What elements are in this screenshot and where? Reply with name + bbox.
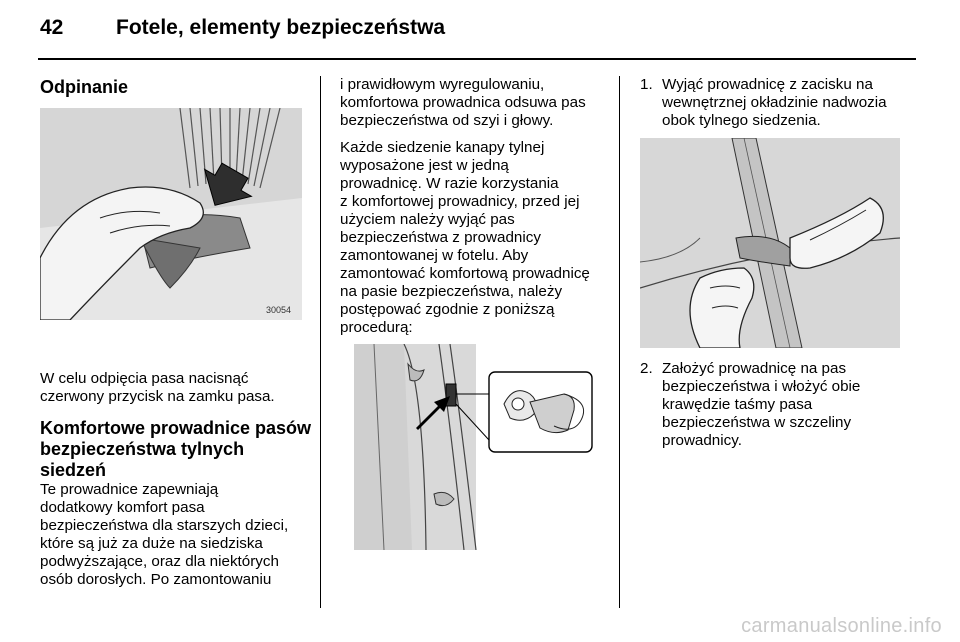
header-rule — [38, 58, 916, 60]
guide-removal-drawing — [640, 138, 900, 348]
comfort-guide-location-drawing — [354, 344, 594, 550]
buckle-release-illustration — [40, 108, 302, 320]
guide-removal-illustration — [640, 138, 900, 348]
page-number: 42 — [40, 16, 64, 39]
section-heading-comfort-guides: Komfortowe prowadnice pasów bezpieczeństwa tylnych siedzeń — [40, 418, 312, 480]
installation-paragraph: Każde siedzenie kanapy tylnej wyposażone jest w jedną prowadnicę. W razie korzystania z komfortowej prowadnicy, przed jej użyciem należy wyjąć pas bezpieczeństwa z prowadnicy zamontowanej w fotelu. Aby zamontować komfortową prowadnicę na pasie bezpieczeństwa, należy postępować zgodnie z poniższą procedurą: — [340, 139, 590, 336]
column-3 — [640, 76, 910, 130]
comfort-guide-location-illustration — [354, 344, 594, 550]
procedure-list-continued — [640, 360, 910, 450]
column-divider — [320, 76, 321, 608]
chapter-title: Fotele, elementy bezpieczeństwa — [116, 16, 446, 39]
procedure-list — [640, 76, 910, 130]
unbuckling-paragraph: W celu odpięcia pasa nacisnąć czerwony przycisk na zamku pasa. — [40, 370, 275, 405]
buckle-release-drawing — [40, 108, 302, 320]
column-divider — [619, 76, 620, 608]
section-heading-unbuckling: Odpinanie — [40, 77, 129, 97]
procedure-step-2: 2. Założyć prowadnicę na pas bezpieczeństwa i włożyć obie krawędzie taśmy pasa bezpieczeństwa w szczeliny prowadnicy. — [640, 360, 861, 449]
figure-code: 30054 — [266, 305, 292, 315]
column-3-lower — [640, 360, 910, 450]
comfort-guides-continuation: i prawidłowym wyregulowaniu, komfortowa prowadnica odsuwa pas bezpieczeństwa od szyi i głowy. — [340, 76, 586, 129]
procedure-step-1: 1. Wyjąć prowadnicę z zacisku na wewnętrznej okładzinie nadwozia obok tylnego siedzenia. — [640, 76, 887, 129]
column-2 — [340, 76, 608, 337]
watermark-text: carmanualsonline.info — [741, 615, 942, 637]
comfort-guides-paragraph: Te prowadnice zapewniają dodatkowy komfort pasa bezpieczeństwa dla starszych dzieci, które są już za duże na siedziska podwyższające, oraz dla niektórych osób dorosłych. Po zamontowaniu — [40, 481, 289, 588]
